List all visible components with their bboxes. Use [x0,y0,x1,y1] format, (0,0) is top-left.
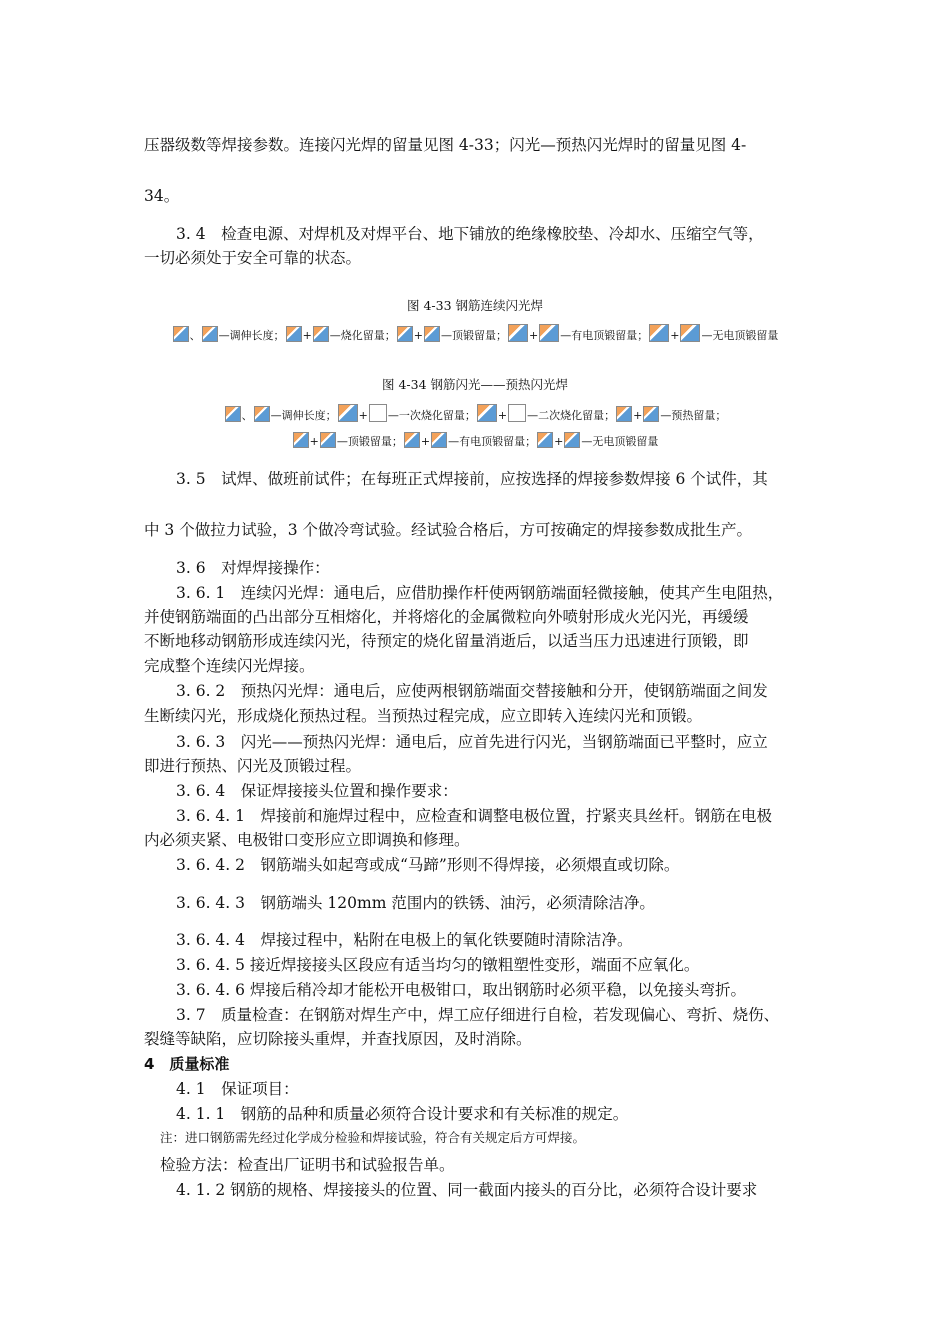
figure-4-33-legend: 、 —调伸长度； + —烧化留量； + —顶锻留量； + —有电顶锻留量； + —无电顶锻留量 [0,324,950,345]
section-3-6-4-2: 3. 6. 4. 2 钢筋端头如起弯或成“马蹄”形则不得焊接，必须煨直或切除。 [176,856,680,874]
image-placeholder-icon [539,324,559,342]
section-3-6-4: 3. 6. 4 保证焊接接头位置和操作要求： [176,782,458,800]
note: 注：进口钢筋需先经过化学成分检验和焊接试验，符合有关规定后方可焊接。 [160,1130,586,1145]
section-4-1-1: 4. 1. 1 钢筋的品种和质量必须符合设计要求和有关标准的规定。 [176,1105,629,1123]
paragraph-line: 完成整个连续闪光焊接。 [144,657,315,675]
section-4-1: 4. 1 保证项目： [176,1080,299,1098]
paragraph-line: 并使钢筋端面的凸出部分互相熔化，并将熔化的金属微粒向外喷射形成火光闪光，再缓缓 [144,608,749,626]
section-3-6-4-6: 3. 6. 4. 6 焊接后稍冷却才能松开电极钳口，取出钢筋时必须平稳，以免接头弯折。 [176,981,746,999]
image-placeholder-icon [338,404,358,422]
section-3-6-4-3: 3. 6. 4. 3 钢筋端头 120mm 范围内的铁锈、油污，必须清除洁净。 [176,894,655,912]
image-placeholder-icon [477,404,497,422]
image-placeholder-icon [643,406,659,422]
image-placeholder-icon [424,326,440,342]
image-placeholder-icon [225,406,241,422]
image-placeholder-icon [649,324,669,342]
section-3-4: 3. 4 检查电源、对焊机及对焊平台、地下铺放的绝缘橡胶垫、冷却水、压缩空气等， [176,225,764,243]
image-placeholder-icon [254,406,270,422]
paragraph-line: 内必须夹紧、电极钳口变形应立即调换和修理。 [144,831,470,849]
figure-4-34-caption: 图 4-34 钢筋闪光——预热闪光焊 [381,377,569,392]
paragraph-line: 34。 [144,187,180,205]
image-placeholder-icon [369,404,387,422]
paragraph-line: 生断续闪光，形成烧化预热过程。当预热过程完成，应立即转入连续闪光和顶锻。 [144,707,703,725]
section-3-5: 3. 5 试焊、做班前试件；在每班正式焊接前，应按选择的焊接参数焊接 6 个试件，其 [176,470,768,488]
image-placeholder-icon [397,326,413,342]
paragraph-line: 中 3 个做拉力试验，3 个做冷弯试验。经试验合格后，方可按确定的焊接参数成批生产。 [144,521,753,539]
image-placeholder-icon [320,432,336,448]
paragraph-line: 不断地移动钢筋形成连续闪光，待预定的烧化留量消逝后，以适当压力迅速进行顶锻，即 [144,632,749,650]
section-3-7: 3. 7 质量检查：在钢筋对焊生产中，焊工应仔细进行自检，若发现偏心、弯折、烧伤、 [176,1006,780,1024]
image-placeholder-icon [616,406,632,422]
section-3-6-2: 3. 6. 2 预热闪光焊：通电后，应使两根钢筋端面交替接触和分开，使钢筋端面之间发 [176,682,768,700]
image-placeholder-icon [404,432,420,448]
figure-4-33-caption: 图 4-33 钢筋连续闪光焊 [406,298,544,313]
paragraph-line: 即进行预热、闪光及顶锻过程。 [144,757,362,775]
image-placeholder-icon [508,324,528,342]
image-placeholder-icon [680,324,700,342]
paragraph-line: 裂缝等缺陷，应切除接头重焊，并查找原因，及时消除。 [144,1030,532,1048]
section-3-6: 3. 6 对焊焊接操作： [176,559,330,577]
section-3-6-1: 3. 6. 1 连续闪光焊：通电后，应借肋操作杆使两钢筋端面轻微接触，使其产生电阻热， [176,584,784,602]
section-3-6-4-4: 3. 6. 4. 4 焊接过程中，粘附在电极上的氧化铁要随时清除洁净。 [176,931,633,949]
section-3-6-4-5: 3. 6. 4. 5 接近焊接接头区段应有适当均匀的镦粗塑性变形，端面不应氧化。 [176,956,700,974]
inspection-method: 检验方法：检查出厂证明书和试验报告单。 [160,1156,455,1174]
image-placeholder-icon [173,326,189,342]
image-placeholder-icon [293,432,309,448]
image-placeholder-icon [202,326,218,342]
figure-4-34-legend-row-2: + —顶锻留量； + —有电顶锻留量； + —无电顶锻留量 [0,432,950,451]
image-placeholder-icon [508,404,526,422]
image-placeholder-icon [431,432,447,448]
image-placeholder-icon [564,432,580,448]
figure-4-34-legend-row-1: 、 —调伸长度； + —一次烧化留量； + —二次烧化留量； + —预热留量； [0,404,950,425]
paragraph-line: 一切必须处于安全可靠的状态。 [144,249,362,267]
image-placeholder-icon [313,326,329,342]
section-3-6-3: 3. 6. 3 闪光——预热闪光焊：通电后，应首先进行闪光，当钢筋端面已平整时，应立 [176,733,768,751]
section-heading-4: 4 质量标准 [144,1055,230,1073]
section-4-1-2: 4. 1. 2 钢筋的规格、焊接接头的位置、同一截面内接头的百分比，必须符合设计要求 [176,1181,758,1199]
image-placeholder-icon [537,432,553,448]
paragraph-line: 压器级数等焊接参数。连接闪光焊的留量见图 4-33；闪光—预热闪光焊时的留量见图 4- [144,136,747,154]
image-placeholder-icon [286,326,302,342]
section-3-6-4-1: 3. 6. 4. 1 焊接前和施焊过程中，应检查和调整电极位置，拧紧夹具丝杆。钢筋在电极 [176,807,773,825]
